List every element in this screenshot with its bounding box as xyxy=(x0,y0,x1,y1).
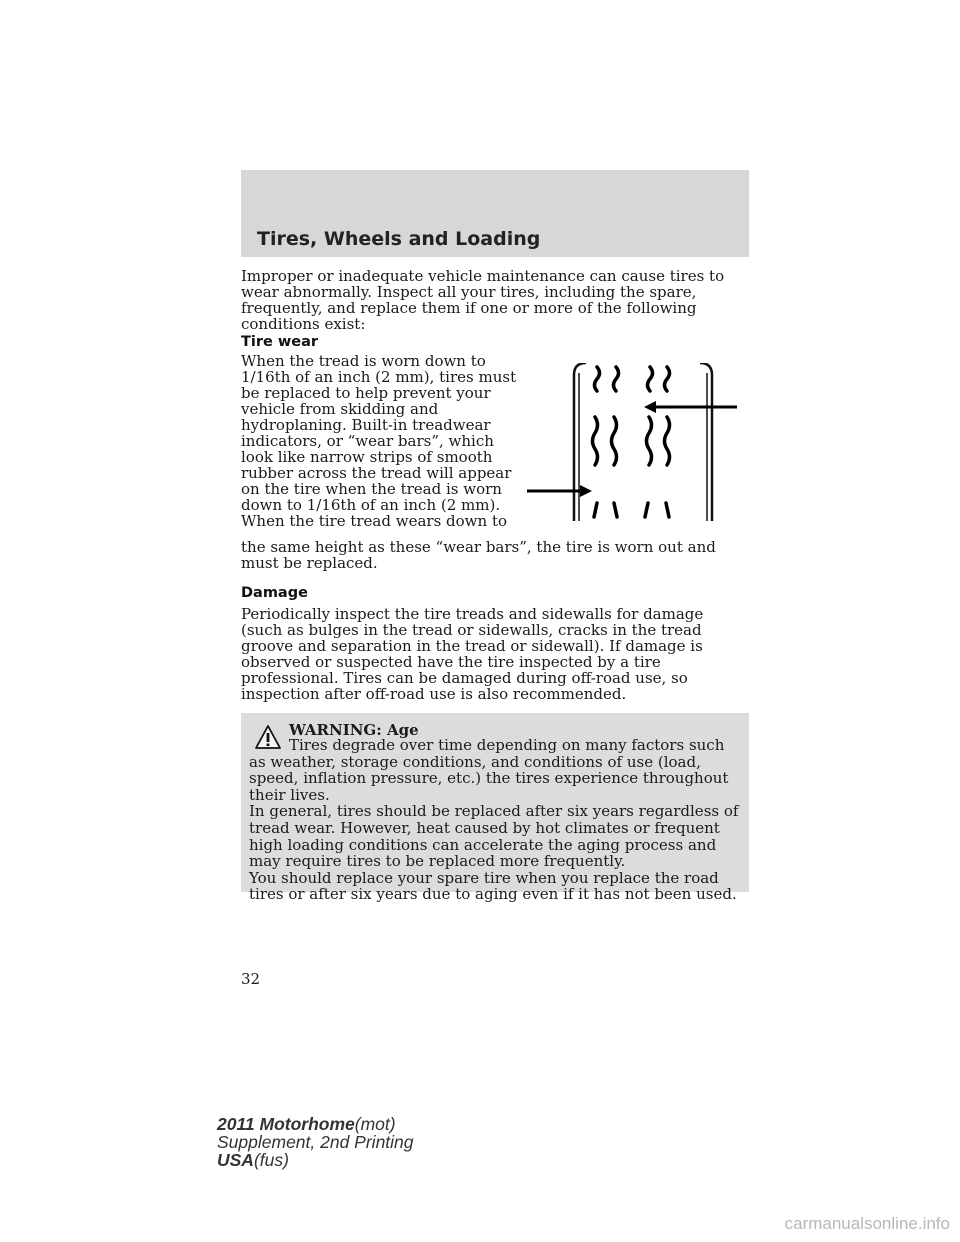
tread-wear-indicator-illustration xyxy=(522,363,744,523)
footer-model-code: (mot) xyxy=(354,1114,396,1134)
tread-block xyxy=(647,417,652,465)
tread-block xyxy=(614,503,617,517)
wear-bar-arrow-left-head xyxy=(580,485,592,497)
warning-paragraph: In general, tires should be replaced after six years regardless of tread wear. However, heat caused by hot climates or frequent high loading conditions can accelerate the aging process and may require tires to be replaced more frequently. xyxy=(249,802,739,871)
tire-wear-continuation: the same height as these “wear bars”, the tire is worn out and must be replaced. xyxy=(241,538,716,572)
tread-block xyxy=(612,417,617,465)
tread-block xyxy=(614,367,619,391)
tread-block xyxy=(645,503,648,517)
warning-box xyxy=(241,713,749,904)
tire-outline-right xyxy=(700,363,712,521)
section-header-bar xyxy=(241,170,749,257)
footer-market-code: (fus) xyxy=(253,1150,289,1170)
wear-bar-arrow-right-head xyxy=(644,401,656,413)
page-number: 32 xyxy=(241,970,261,988)
tire-outline-left xyxy=(574,363,586,521)
tire-wear-line: 1/16th of an inch (2 mm), tires must xyxy=(241,368,517,386)
footer-printing: Supplement, 2nd Printing xyxy=(217,1132,414,1152)
footer-model: 2011 Motorhome xyxy=(217,1114,355,1134)
tire-wear-heading: Tire wear xyxy=(241,334,319,350)
warning-body xyxy=(249,737,745,903)
tread-block xyxy=(595,367,600,391)
tread-block xyxy=(593,417,598,465)
tire-wear-line: When the tire tread wears down to xyxy=(241,512,508,530)
tire-wear-paragraph xyxy=(241,353,531,529)
intro-paragraph: Improper or inadequate vehicle maintenance can cause tires to wear abnormally. Inspect all your tires, including the spare, frequently, and replace them if one or more of the following conditions exist: xyxy=(241,267,725,333)
footer-market: USA xyxy=(217,1150,254,1170)
warning-paragraph: You should replace your spare tire when you replace the road tires or after six years due to aging even if it has not been used. xyxy=(249,868,737,904)
tire-wear-line: be replaced to help prevent your xyxy=(241,384,491,402)
tread-block xyxy=(594,503,597,517)
tread-block xyxy=(665,367,670,391)
tread-block xyxy=(648,367,653,391)
tire-wear-line: down to 1/16th of an inch (2 mm). xyxy=(241,496,501,514)
tire-wear-line: indicators, or “wear bars”, which xyxy=(241,432,494,450)
warning-title: WARNING: Age xyxy=(289,721,419,739)
document-footer xyxy=(217,1115,414,1169)
tire-wear-line: rubber across the tread will appear xyxy=(241,464,512,482)
section-title: Tires, Wheels and Loading xyxy=(257,228,541,250)
damage-paragraph: Periodically inspect the tire treads and sidewalls for damage (such as bulges in the tread or sidewalls, cracks in the tread groove and separation in the tread or sidewall). If damage is observed or suspected have the tire inspected by a tire professional. Tires can be damaged during off-road use, so inspection after off-road use is also recommended. xyxy=(241,605,704,703)
tire-wear-line: hydroplaning. Built-in treadwear xyxy=(241,416,491,434)
site-watermark: carmanualsonline.info xyxy=(784,1214,950,1233)
warning-paragraph: Tires degrade over time depending on many factors such as weather, storage conditions, and conditions of use (load, speed, inflation pressure, etc.) the tires experience throughout their lives. xyxy=(249,736,729,804)
tread-block xyxy=(666,503,669,517)
tire-wear-line: look like narrow strips of smooth xyxy=(241,448,493,466)
tread-block xyxy=(665,417,670,465)
damage-heading: Damage xyxy=(241,585,308,601)
tire-wear-line: on the tire when the tread is worn xyxy=(241,480,502,498)
tire-wear-line: vehicle from skidding and xyxy=(241,400,439,418)
tire-wear-line: When the tread is worn down to xyxy=(241,352,486,370)
